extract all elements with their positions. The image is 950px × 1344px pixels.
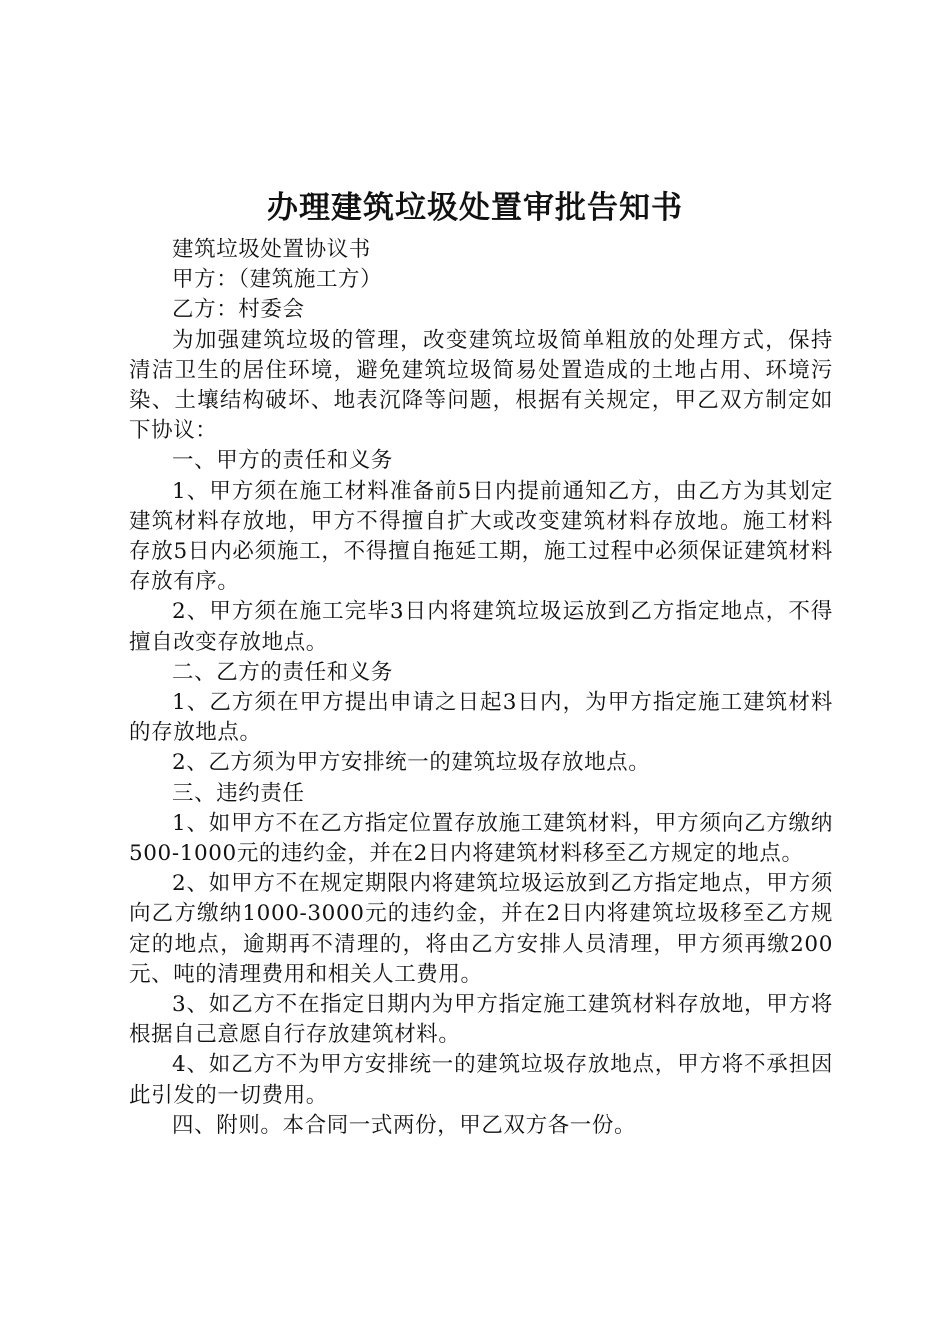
clause-a2: 2、甲方须在施工完毕3日内将建筑垃圾运放到乙方指定地点，不得擅自改变存放地点。 — [129, 599, 833, 655]
clause-b2: 2、乙方须为甲方安排统一的建筑垃圾存放地点。 — [172, 750, 651, 776]
paragraph-agreement-heading: 建筑垃圾处置协议书 — [172, 237, 371, 262]
clause-b1: 1、乙方须在甲方提出申请之日起3日内，为甲方指定施工建筑材料的存放地点。 — [129, 690, 833, 746]
clause-breach-3: 3、如乙方不在指定日期内为甲方指定施工建筑材料存放地，甲方将根据自己意愿自行存放建筑材料。 — [129, 992, 833, 1048]
section-heading-party-b-duties: 二、乙方的责任和义务 — [172, 659, 394, 685]
clause-breach-1: 1、如甲方不在乙方指定位置存放施工建筑材料，甲方须向乙方缴纳500-1000元的违约金，并在2日内将建筑材料移至乙方规定的地点。 — [129, 810, 833, 867]
section-supplementary: 四、附则。本合同一式两份，甲乙双方各一份。 — [172, 1112, 637, 1138]
clause-breach-2: 2、如甲方不在规定期限内将建筑垃圾运放到乙方指定地点，甲方须向乙方缴纳1000-3000元的违约金，并在2日内将建筑垃圾移至乙方规定的地点，逾期再不清理的，将由乙方安排人员清理，甲方须再缴200元、吨的清理费用和相关人工费用。 — [129, 871, 833, 987]
paragraph-preamble: 为加强建筑垃圾的管理，改变建筑垃圾简单粗放的处理方式，保持清洁卫生的居住环境，避免建筑垃圾简易处置造成的土地占用、环境污染、土壤结构破坏、地表沉降等问题，根据有关规定，甲乙双方制定如下协议： — [129, 327, 833, 444]
document-title: 办理建筑垃圾处置审批告知书 — [267, 190, 683, 226]
section-heading-breach: 三、违约责任 — [172, 780, 305, 806]
document-body — [129, 235, 833, 1141]
clause-breach-4: 4、如乙方不为甲方安排统一的建筑垃圾存放地点，甲方将不承担因此引发的一切费用。 — [129, 1052, 833, 1108]
clause-a1: 1、甲方须在施工材料准备前5日内提前通知乙方，由乙方为其划定建筑材料存放地，甲方不得擅自扩大或改变建筑材料存放地。施工材料存放5日内必须施工，不得擅自拖延工期，施工过程中必须保证建筑材料存放有序。 — [129, 478, 833, 595]
paragraph-party-a: 甲方：（建筑施工方） — [172, 267, 383, 293]
paragraph-party-b: 乙方：村委会 — [172, 297, 305, 323]
section-heading-party-a-duties: 一、甲方的责任和义务 — [172, 448, 394, 474]
